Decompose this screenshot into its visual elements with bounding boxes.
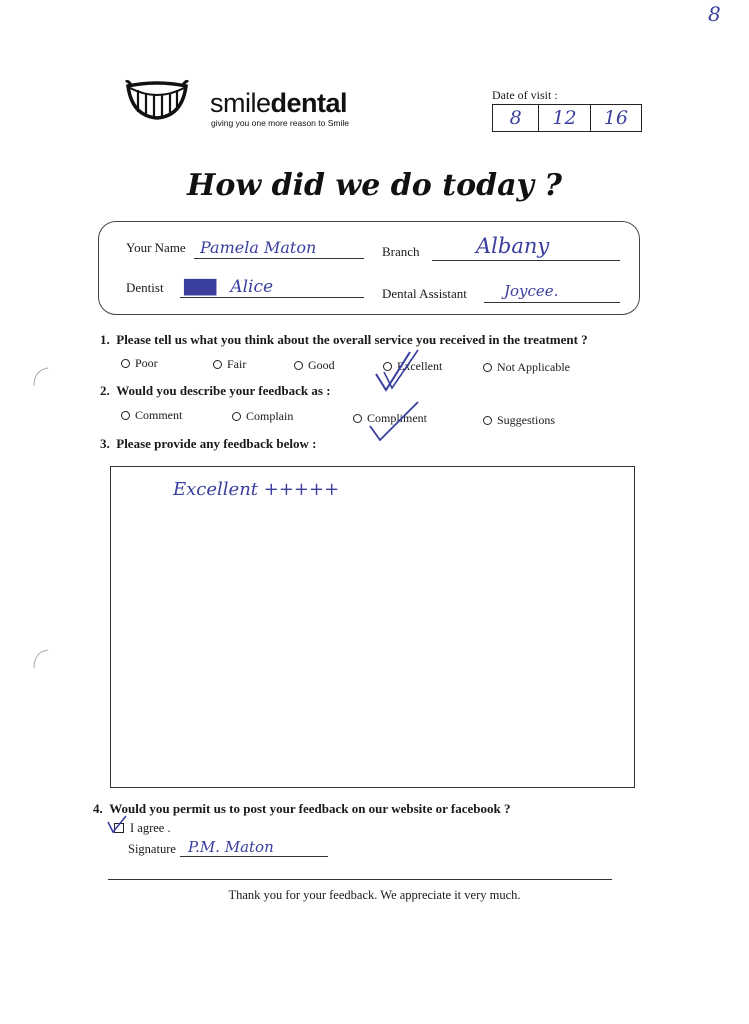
brand-name: smiledental: [210, 88, 348, 118]
signature-label: Signature: [128, 842, 176, 856]
page-title: How did we do today ?: [187, 168, 562, 203]
checkmark-icon: [372, 346, 436, 396]
signature-value: P.M. Maton: [188, 838, 274, 856]
checkmark-icon: [366, 396, 426, 444]
dental-assistant-value: Joycee.: [504, 282, 559, 300]
radio-icon: [213, 360, 222, 369]
feedback-textarea[interactable]: [110, 466, 635, 788]
dentist-label: Dentist: [126, 280, 164, 295]
your-name-field[interactable]: [194, 238, 364, 259]
branch-label: Branch: [382, 244, 420, 259]
dentist-value: Alice: [230, 277, 274, 297]
question-2: 2. Would you describe your feedback as :: [100, 383, 331, 398]
question-1: 1. Please tell us what you think about the overall service you received in the treatment ?: [100, 332, 588, 347]
date-day: 8: [493, 105, 539, 131]
footer-divider: [108, 879, 612, 880]
q1-option-good[interactable]: Good: [294, 358, 335, 373]
q2-option-suggestions[interactable]: Suggestions: [483, 413, 555, 428]
q2-option-comment[interactable]: Comment: [121, 408, 182, 423]
footer-thanks: Thank you for your feedback. We appreciate it very much.: [228, 888, 521, 902]
page-number-mark: 8: [708, 2, 721, 26]
date-month: 12: [539, 105, 590, 131]
question-3: 3. Please provide any feedback below :: [100, 436, 317, 451]
checkmark-icon: [106, 814, 130, 836]
question-4: 4. Would you permit us to post your feedback on our website or facebook ?: [93, 801, 511, 816]
radio-icon: [232, 412, 241, 421]
brand-tagline: giving you one more reason to Smile: [211, 118, 349, 128]
q1-option-not-applicable[interactable]: Not Applicable: [483, 360, 570, 375]
radio-icon: [294, 361, 303, 370]
dentist-field[interactable]: [180, 277, 364, 298]
hole-punch-mark: [30, 648, 50, 670]
radio-icon: [121, 411, 130, 420]
radio-icon: [121, 359, 130, 368]
dental-assistant-label: Dental Assistant: [382, 286, 467, 301]
branch-value: Albany: [476, 234, 550, 258]
hole-punch-mark: [30, 366, 50, 388]
scribble-mark: ███: [184, 280, 217, 296]
date-year: 16: [603, 107, 628, 129]
q2-option-compliment[interactable]: Compliment: [353, 411, 427, 426]
date-of-visit-field[interactable]: [492, 104, 642, 132]
agree-checkbox[interactable]: I agree .: [114, 821, 171, 836]
date-of-visit-label: Date of visit :: [492, 88, 558, 102]
smile-logo-icon: [124, 76, 190, 122]
q1-option-poor[interactable]: Poor: [121, 356, 158, 371]
branch-field[interactable]: [432, 234, 620, 261]
q2-option-complain[interactable]: Complain: [232, 409, 293, 424]
q1-option-fair[interactable]: Fair: [213, 357, 246, 372]
radio-icon: [353, 414, 362, 423]
your-name-label: Your Name: [126, 240, 186, 255]
feedback-text: Excellent +++++: [173, 479, 340, 500]
q1-option-excellent[interactable]: Excellent: [383, 359, 442, 374]
dental-assistant-field[interactable]: [484, 282, 620, 303]
your-name-value: Pamela Maton: [200, 238, 317, 257]
radio-icon: [483, 363, 492, 372]
signature-field[interactable]: [180, 838, 328, 857]
radio-icon: [483, 416, 492, 425]
